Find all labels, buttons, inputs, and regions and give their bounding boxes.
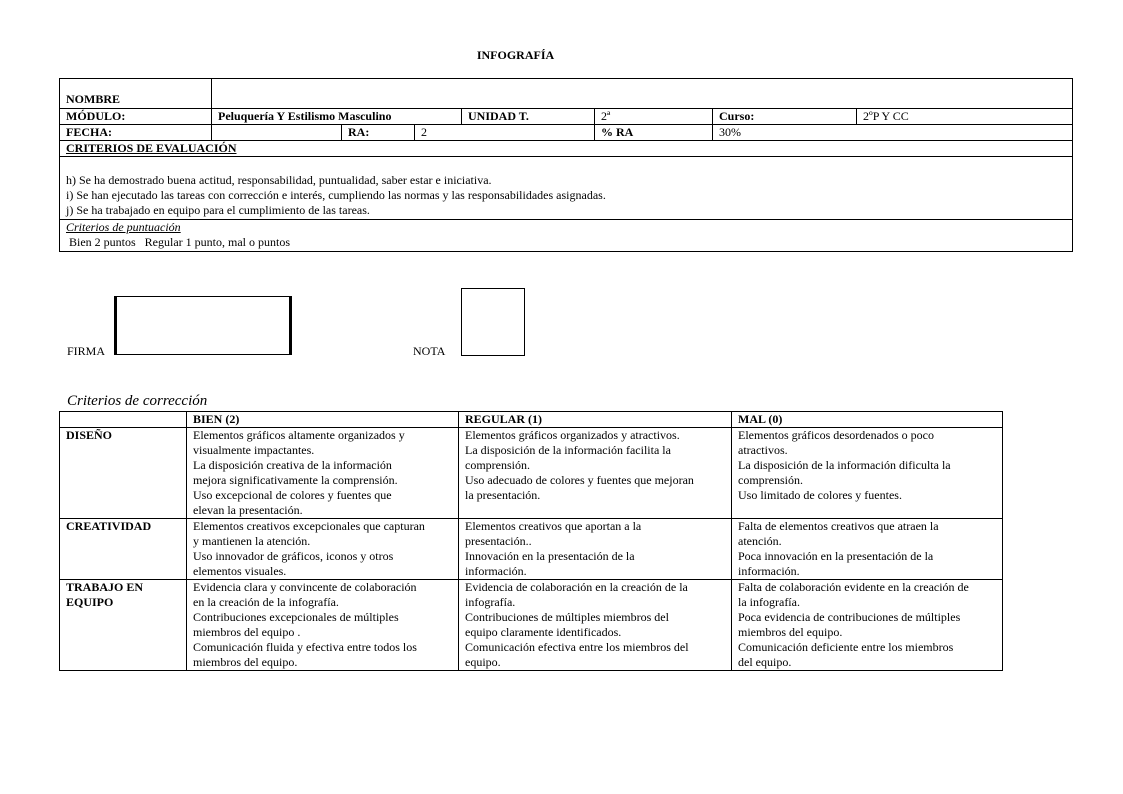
cell-line: Elementos creativos que aportan a la bbox=[465, 519, 642, 533]
puntuacion-text: Bien 2 puntos Regular 1 punto, mal o puntos bbox=[66, 235, 290, 249]
cell-line: y mantienen la atención. bbox=[193, 534, 311, 548]
rubric-cell-bien bbox=[187, 428, 459, 519]
cell-line: Evidencia clara y convincente de colaboración bbox=[193, 580, 417, 594]
rubric-cell-bien bbox=[187, 580, 459, 671]
cell-line: Falta de elementos creativos que atraen la bbox=[738, 519, 939, 533]
rubric-row-label: CREATIVIDAD bbox=[60, 519, 187, 580]
cell-line: Comunicación deficiente entre los miembros bbox=[738, 640, 954, 654]
cell-line: infografía. bbox=[465, 595, 516, 609]
rubric-header-bien: BIEN (2) bbox=[187, 412, 459, 428]
modulo-label: MÓDULO: bbox=[60, 109, 212, 125]
pct-ra-value: 30% bbox=[713, 125, 1073, 141]
cell-line: elevan la presentación. bbox=[193, 503, 303, 517]
cell-line: información. bbox=[465, 564, 527, 578]
cell-line: La disposición de la información dificulta la bbox=[738, 458, 951, 472]
cell-line: atractivos. bbox=[738, 443, 788, 457]
cell-line: Uso innovador de gráficos, iconos y otros bbox=[193, 549, 394, 563]
criterios-evaluacion-heading: CRITERIOS DE EVALUACIÓN bbox=[60, 141, 1073, 157]
nombre-label: NOMBRE bbox=[60, 79, 212, 109]
rubric-header-mal: MAL (0) bbox=[732, 412, 1003, 428]
cell-line: presentación.. bbox=[465, 534, 532, 548]
cell-line: Elementos gráficos organizados y atractivos. bbox=[465, 428, 680, 442]
cell-line: miembros del equipo. bbox=[193, 655, 298, 669]
rubric-cell-regular bbox=[459, 519, 732, 580]
rubric-cell-regular bbox=[459, 428, 732, 519]
rubric-header-regular: REGULAR (1) bbox=[459, 412, 732, 428]
cell-line: Elementos creativos excepcionales que capturan bbox=[193, 519, 425, 533]
firma-label: FIRMA bbox=[67, 344, 106, 358]
cell-line: información. bbox=[738, 564, 800, 578]
curso-label: Curso: bbox=[713, 109, 857, 125]
modulo-value: Peluquería Y Estilismo Masculino bbox=[212, 109, 462, 125]
puntuacion-heading: Criterios de puntuación bbox=[66, 220, 181, 234]
cell-line: Evidencia de colaboración en la creación de la bbox=[465, 580, 688, 594]
cell-line: la infografía. bbox=[738, 595, 800, 609]
pct-ra-label: % RA bbox=[595, 125, 713, 141]
rubric-row-diseno bbox=[60, 428, 1003, 519]
cell-line: miembros del equipo. bbox=[738, 625, 843, 639]
cell-line: Poca evidencia de contribuciones de múltiples bbox=[738, 610, 961, 624]
cell-line: Comunicación fluida y efectiva entre todos los bbox=[193, 640, 417, 654]
curso-value: 2ºP Y CC bbox=[857, 109, 1073, 125]
cell-line: comprensión. bbox=[465, 458, 530, 472]
firma-box[interactable] bbox=[114, 296, 292, 355]
cell-line: del equipo. bbox=[738, 655, 792, 669]
cell-line: comprensión. bbox=[738, 473, 803, 487]
criterio-h: h) Se ha demostrado buena actitud, responsabilidad, puntualidad, saber estar e iniciativa. bbox=[66, 173, 492, 187]
page-title: INFOGRAFÍA bbox=[476, 48, 555, 62]
rubric-cell-mal bbox=[732, 580, 1003, 671]
criterio-j: j) Se ha trabajado en equipo para el cumplimiento de las tareas. bbox=[66, 203, 370, 217]
cell-line: visualmente impactantes. bbox=[193, 443, 315, 457]
cell-line: miembros del equipo . bbox=[193, 625, 301, 639]
rubric-table bbox=[59, 411, 1003, 671]
cell-line: Uso adecuado de colores y fuentes que mejoran bbox=[465, 473, 694, 487]
fecha-label: FECHA: bbox=[60, 125, 212, 141]
cell-line: equipo claramente identificados. bbox=[465, 625, 622, 639]
rubric-header-blank bbox=[60, 412, 187, 428]
rubric-cell-regular bbox=[459, 580, 732, 671]
cell-line: Poca innovación en la presentación de la bbox=[738, 549, 934, 563]
unidad-value: 2ª bbox=[595, 109, 713, 125]
rubric-title: Criterios de corrección bbox=[67, 393, 208, 409]
cell-line: en la creación de la infografía. bbox=[193, 595, 339, 609]
rubric-row-label: DISEÑO bbox=[60, 428, 187, 519]
rubric-cell-mal bbox=[732, 519, 1003, 580]
criterios-evaluacion-list bbox=[60, 157, 1073, 220]
rubric-cell-bien bbox=[187, 519, 459, 580]
cell-line: Elementos gráficos desordenados o poco bbox=[738, 428, 934, 442]
cell-line: Uso limitado de colores y fuentes. bbox=[738, 488, 902, 502]
nombre-field[interactable] bbox=[212, 79, 1073, 109]
cell-line: la presentación. bbox=[465, 488, 541, 502]
cell-line: Innovación en la presentación de la bbox=[465, 549, 635, 563]
info-table bbox=[59, 78, 1073, 252]
cell-line: equipo. bbox=[465, 655, 501, 669]
cell-line: Comunicación efectiva entre los miembros del bbox=[465, 640, 689, 654]
cell-line: Elementos gráficos altamente organizados y bbox=[193, 428, 405, 442]
criterio-i: i) Se han ejecutado las tareas con corrección e interés, cumpliendo las normas y las responsabilidades asignadas. bbox=[66, 188, 606, 202]
criterios-puntuacion bbox=[60, 220, 1073, 252]
rubric-row-trabajo-equipo bbox=[60, 580, 1003, 671]
cell-line: elementos visuales. bbox=[193, 564, 287, 578]
cell-line: Falta de colaboración evidente en la creación de bbox=[738, 580, 969, 594]
cell-line: mejora significativamente la comprensión. bbox=[193, 473, 398, 487]
nota-label: NOTA bbox=[413, 344, 446, 358]
ra-value: 2 bbox=[415, 125, 595, 141]
fecha-field[interactable] bbox=[212, 125, 342, 141]
rubric-row-creatividad bbox=[60, 519, 1003, 580]
unidad-label: UNIDAD T. bbox=[462, 109, 595, 125]
nota-box[interactable] bbox=[461, 288, 525, 356]
rubric-cell-mal bbox=[732, 428, 1003, 519]
cell-line: Uso excepcional de colores y fuentes que bbox=[193, 488, 392, 502]
cell-line: Contribuciones excepcionales de múltiples bbox=[193, 610, 399, 624]
cell-line: La disposición de la información facilita la bbox=[465, 443, 671, 457]
rubric-row-label: TRABAJO EN EQUIPO bbox=[60, 580, 187, 671]
ra-label: RA: bbox=[342, 125, 415, 141]
cell-line: Contribuciones de múltiples miembros del bbox=[465, 610, 669, 624]
cell-line: atención. bbox=[738, 534, 782, 548]
cell-line: La disposición creativa de la información bbox=[193, 458, 392, 472]
